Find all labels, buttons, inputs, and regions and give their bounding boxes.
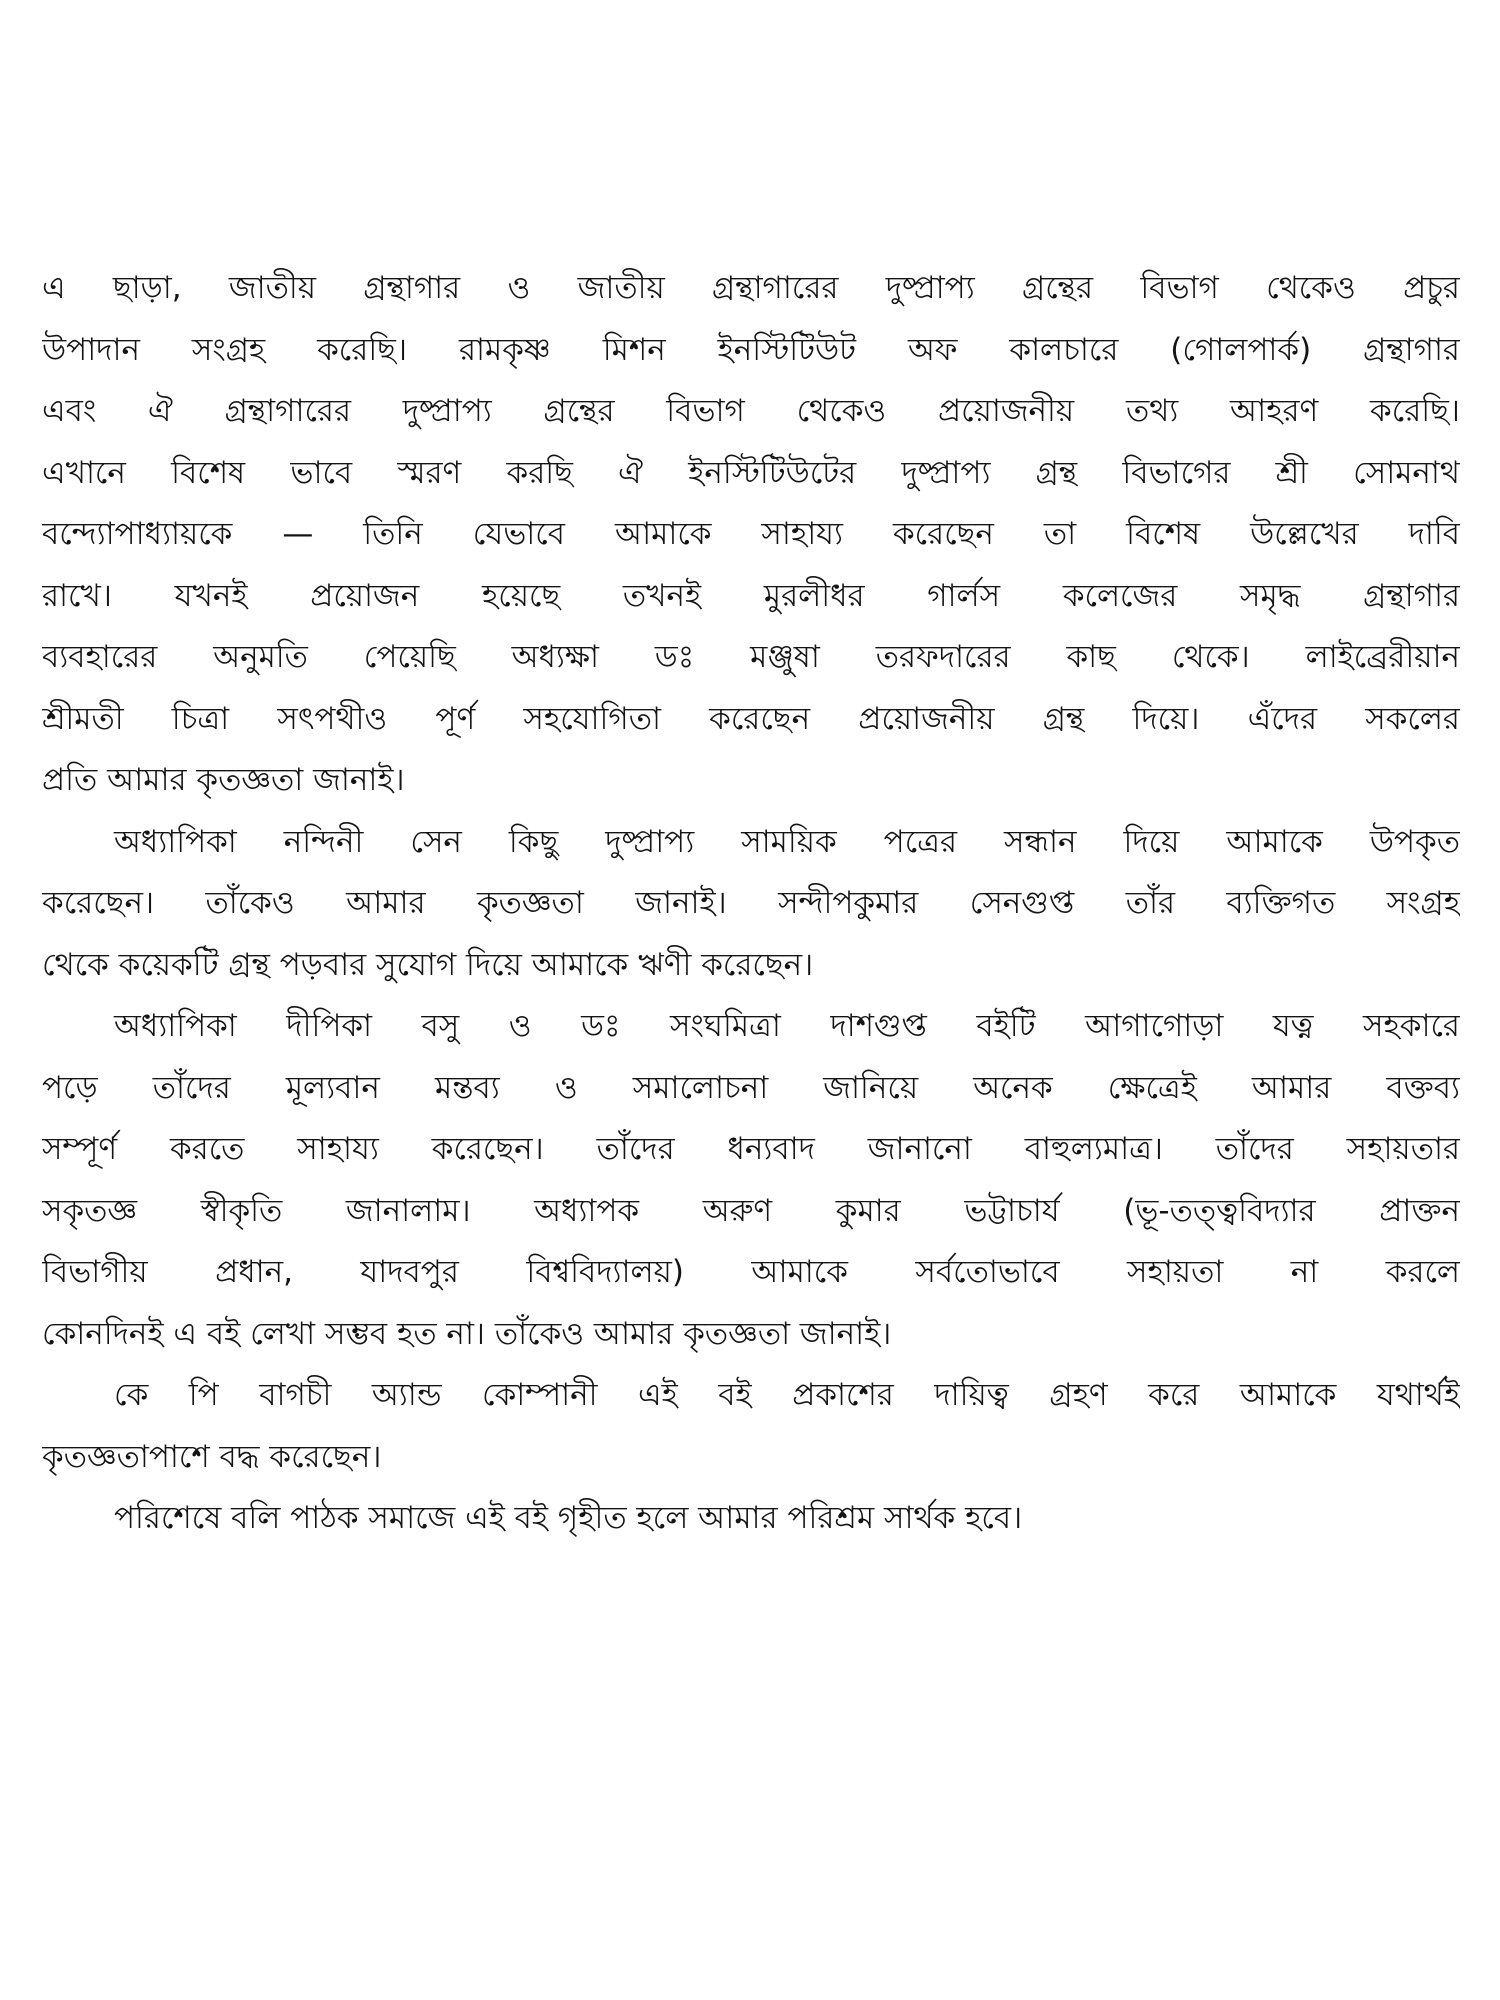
text-line: সকৃতজ্ঞ স্বীকৃতি জানালাম। অধ্যাপক অরুণ কুমার ভট্টাচার্য (ভূ-তত্ত্ববিদ্যার প্রাক্তন (42, 1192, 1460, 1229)
text-line: পড়ে তাঁদের মূল্যবান মন্তব্য ও সমালোচনা জানিয়ে অনেক ক্ষেত্রেই আমার বক্তব্য (42, 1069, 1460, 1106)
paragraph-start-line: পরিশেষে বলি পাঠক সমাজে এই বই গৃহীত হলে আমার পরিশ্রম সার্থক হবে। (114, 1500, 1023, 1536)
text-line: রাখে। যখনই প্রয়োজন হয়েছে তখনই মুরলীধর গার্লস কলেজের সমৃদ্ধ গ্রন্থাগার (42, 577, 1460, 614)
text-line: থেকে কয়েকটি গ্রন্থ পড়বার সুযোগ দিয়ে আমাকে ঋণী করেছেন। (42, 946, 814, 983)
text-line: প্রতি আমার কৃতজ্ঞতা জানাই। (42, 762, 405, 798)
text-line: এ ছাড়া, জাতীয় গ্রন্থাগার ও জাতীয় গ্রন্থাগারের দুষ্প্রাপ্য গ্রন্থের বিভাগ থেকেও প্রচুর (42, 270, 1460, 306)
text-line: এবং ঐ গ্রন্থাগারের দুষ্প্রাপ্য গ্রন্থের বিভাগ থেকেও প্রয়োজনীয় তথ্য আহরণ করেছি। (42, 393, 1460, 429)
text-line: কৃতজ্ঞতাপাশে বদ্ধ করেছেন। (42, 1438, 382, 1475)
text-line: কোনদিনই এ বই লেখা সম্ভব হত না। তাঁকেও আমার কৃতজ্ঞতা জানাই। (42, 1315, 892, 1352)
text-line: ব্যবহারের অনুমতি পেয়েছি অধ্যক্ষা ডঃ মঞ্জুষা তরফদারের কাছ থেকে। লাইব্রেরীয়ান (42, 639, 1460, 675)
text-line: এখানে বিশেষ ভাবে স্মরণ করছি ঐ ইনস্টিটিউটের দুষ্প্রাপ্য গ্রন্থ বিভাগের শ্রী সোমনাথ (42, 454, 1460, 491)
text-line: সম্পূর্ণ করতে সাহায্য করেছেন। তাঁদের ধন্যবাদ জানানো বাহুল্যমাত্র। তাঁদের সহায়তার (42, 1131, 1460, 1167)
text-line: শ্রীমতী চিত্রা সৎপথীও পূর্ণ সহযোগিতা করেছেন প্রয়োজনীয় গ্রন্থ দিয়ে। এঁদের সকলের (42, 700, 1460, 737)
text-line: উপাদান সংগ্রহ করেছি। রামকৃষ্ণ মিশন ইনস্টিটিউট অফ কালচারে (গোলপার্ক) গ্রন্থাগার (42, 331, 1460, 368)
paragraph-start-line: অধ্যাপিকা দীপিকা বসু ও ডঃ সংঘমিত্রা দাশগুপ্ত বইটি আগাগোড়া যত্ন সহকারে (114, 1008, 1460, 1044)
text-line: করেছেন। তাঁকেও আমার কৃতজ্ঞতা জানাই। সন্দীপকুমার সেনগুপ্ত তাঁর ব্যক্তিগত সংগ্রহ (42, 885, 1460, 921)
paragraph-start-line: কে পি বাগচী অ্যান্ড কোম্পানী এই বই প্রকাশের দায়িত্ব গ্রহণ করে আমাকে যথার্থই (114, 1377, 1460, 1413)
paragraph-start-line: অধ্যাপিকা নন্দিনী সেন কিছু দুষ্প্রাপ্য সাময়িক পত্রের সন্ধান দিয়ে আমাকে উপকৃত (114, 823, 1460, 860)
text-line: বন্দ্যোপাধ্যায়কে — তিনি যেভাবে আমাকে সাহায্য করেছেন তা বিশেষ উল্লেখের দাবি (42, 516, 1460, 552)
text-line: বিভাগীয় প্রধান, যাদবপুর বিশ্ববিদ্যালয়) আমাকে সর্বতোভাবে সহায়তা না করলে (42, 1254, 1460, 1290)
acknowledgement-text (42, 258, 1460, 1550)
